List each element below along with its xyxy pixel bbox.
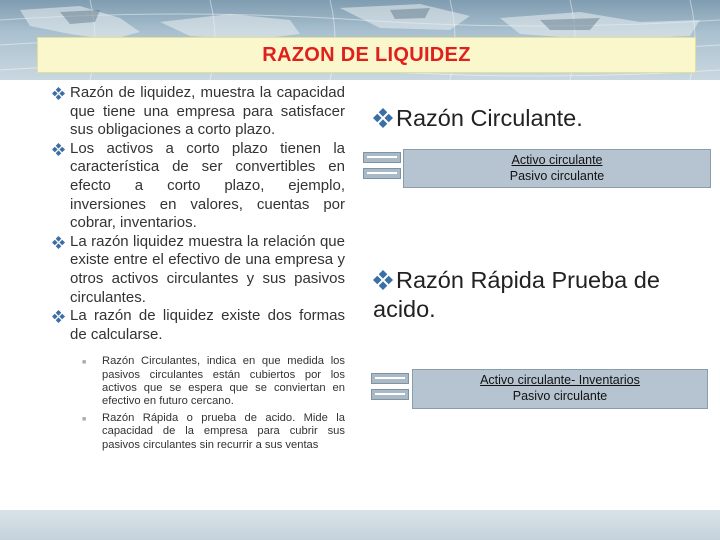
list-item [45, 84, 345, 140]
sub-bullet-text: Razón Rápida o prueba de acido. Mide la capacidad de la empresa para cubrir sus pasivos circulantes sin recurrir a sus ventas [102, 412, 345, 451]
ratio-heading: Razón Circulante. [373, 104, 583, 133]
page-title: RAZON DE LIQUIDEZ [262, 43, 471, 66]
decorative-bar [363, 152, 401, 163]
decorative-bar [371, 373, 409, 384]
bullet-text: Razón de liquidez, muestra la capacidad que tiene una empresa para satisfacer sus obligaciones a corto plazo. [70, 84, 345, 139]
formula-denominator: Pasivo circulante [512, 389, 608, 403]
diamond-bullet-icon [52, 143, 65, 156]
list-item [45, 140, 345, 233]
ratio-heading: Razón Rápida Prueba de acido. [373, 267, 660, 322]
list-item [45, 307, 345, 344]
diamond-bullet-icon [373, 270, 393, 290]
decorative-bar [363, 168, 401, 179]
formula-denominator: Pasivo circulante [509, 169, 605, 183]
footer-band [0, 510, 720, 540]
sub-bullet-text: Razón Circulantes, indica en que medida los pasivos circulantes están cubiertos por los activos que se espera que se conviertan en efectivo en futuro cercano. [102, 355, 345, 407]
header-banner [0, 0, 720, 80]
sub-list-item [45, 412, 345, 452]
decorative-bar [371, 389, 409, 400]
current-ratio-formula [403, 149, 711, 188]
diamond-bullet-icon [52, 310, 65, 323]
square-bullet-icon: ■ [82, 359, 87, 367]
formula-numerator: Activo circulante- Inventarios [480, 373, 640, 387]
diamond-bullet-icon [373, 108, 393, 128]
diamond-bullet-icon [52, 236, 65, 249]
formula-numerator: Activo circulante [511, 153, 603, 167]
list-item [45, 233, 345, 307]
bullet-text: Los activos a corto plazo tienen la característica de ser convertibles en efecto a corto plazo, ejemplo, inversiones en valores, cuentas por cobrar, inventarios. [70, 139, 345, 232]
diamond-bullet-icon [52, 87, 65, 100]
bullet-text: La razón de liquidez existe dos formas de calcularse. [70, 307, 345, 343]
title-box [37, 37, 696, 73]
bullet-list [45, 84, 345, 452]
quick-ratio-formula [412, 369, 708, 409]
bullet-text: La razón liquidez muestra la relación que existe entre el efectivo de una empresa y otros activos circulantes y sus pasivos circulantes. [70, 232, 345, 306]
square-bullet-icon: ■ [82, 416, 87, 424]
sub-list-item [45, 355, 345, 408]
